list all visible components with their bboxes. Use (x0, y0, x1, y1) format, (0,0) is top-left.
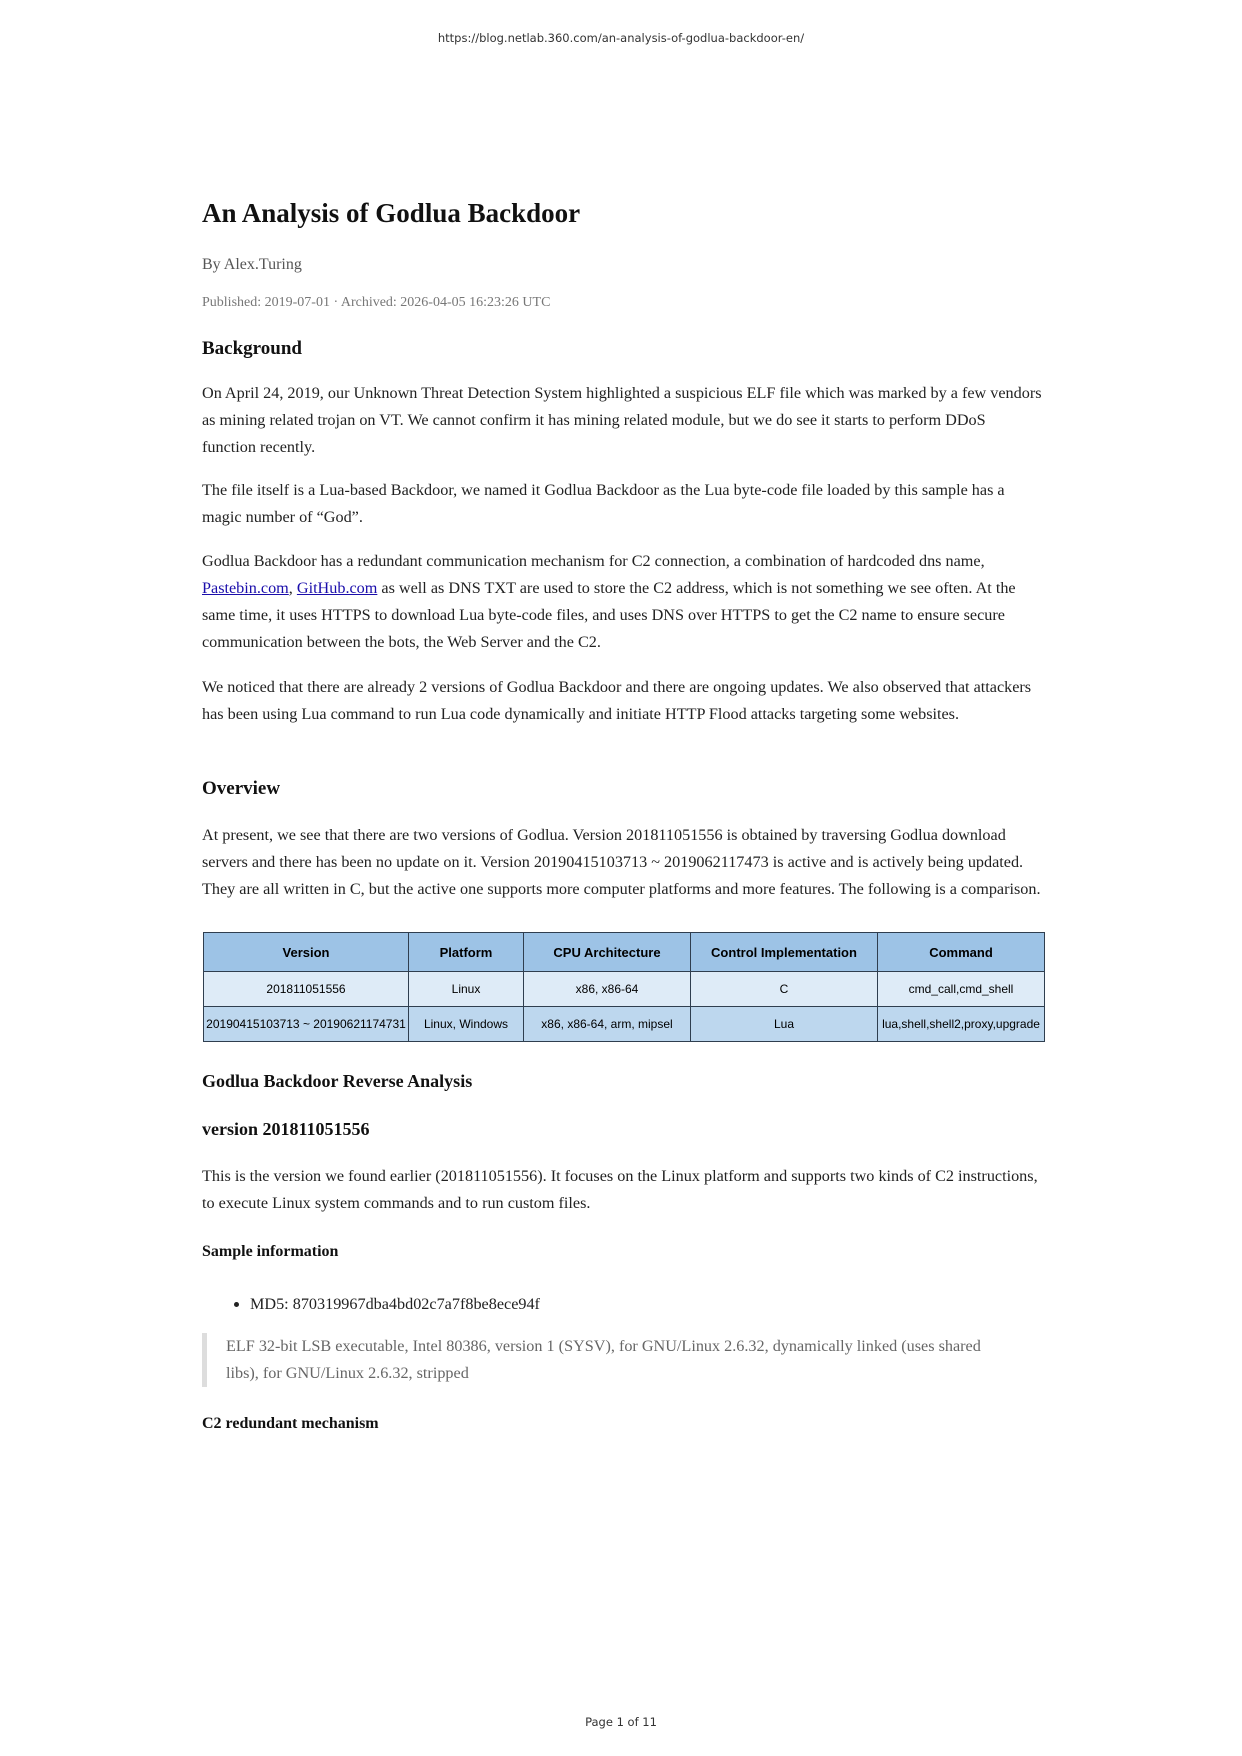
subheading-sample-information: Sample information (202, 1243, 339, 1260)
paragraph (202, 548, 1042, 656)
paragraph: At present, we see that there are two versions of Godlua. Version 201811051556 is obtained by traversing Godlua download servers and there has been no update on it. Version 20190415103713 ~ 2019062117473 is active and is actively being updated. They are all written in C, but the active one supports more computer platforms and more features. The following is a comparison. (202, 826, 1041, 898)
text: Godlua Backdoor has a redundant communication mechanism for C2 connection, a combination of hardcoded dns name, (202, 552, 985, 570)
paragraph: On April 24, 2019, our Unknown Threat Detection System highlighted a suspicious ELF file which was marked by a few vendors as mining related trojan on VT. We cannot confirm it has mining related module, but we do see it starts to perform DDoS function recently. (202, 384, 1042, 456)
file-type-quote: ELF 32-bit LSB executable, Intel 80386, version 1 (SYSV), for GNU/Linux 2.6.32, dynamically linked (uses shared libs), for GNU/Linux 2.6.32, stripped (202, 1333, 986, 1387)
table-cell: 201811051556 (204, 972, 409, 1007)
list-item: • MD5: 870319967dba4bd02c7a7f8be8ece94f (250, 1291, 540, 1318)
table-cell: lua,shell,shell2,proxy,upgrade (878, 1007, 1045, 1042)
table-cell: 20190415103713 ~ 20190621174731 (204, 1007, 409, 1042)
column-header: Platform (409, 933, 524, 972)
table-header-row (204, 933, 1045, 972)
table-cell: x86, x86-64, arm, mipsel (524, 1007, 691, 1042)
pastebin-link[interactable]: Pastebin.com (202, 579, 289, 597)
table-row (204, 1007, 1045, 1042)
version-comparison-table (203, 932, 1045, 1042)
paragraph: The file itself is a Lua-based Backdoor, we named it Godlua Backdoor as the Lua byte-code file loaded by this sample has a magic number of “God”. (202, 481, 1005, 526)
publish-meta: Published: 2019-07-01 · Archived: 2026-04-05 16:23:26 UTC (202, 295, 551, 310)
table-cell: x86, x86-64 (524, 972, 691, 1007)
column-header: CPU Architecture (524, 933, 691, 972)
column-header: Control Implementation (691, 933, 878, 972)
text: , (288, 579, 297, 597)
page-url-header: https://blog.netlab.360.com/an-analysis-of-godlua-backdoor-en/ (437, 31, 805, 45)
page-number-footer: Page 1 of 11 (585, 1715, 657, 1729)
author-byline: By Alex.Turing (202, 256, 302, 273)
table-cell: cmd_call,cmd_shell (878, 972, 1045, 1007)
table-cell: Lua (691, 1007, 878, 1042)
table-cell: C (691, 972, 878, 1007)
sample-info-list (202, 1291, 540, 1318)
table-row (204, 972, 1045, 1007)
text: as well as DNS TXT are used to store the C2 address, which is not something we see often. At the same time, it uses HTTPS to download Lua byte-code files, and uses DNS over HTTPS to get the C2 name to ensure secure communication between the bots, the Web Server and the C2. (202, 579, 1016, 651)
subheading-c2-redundant-mechanism: C2 redundant mechanism (202, 1415, 379, 1432)
section-heading-reverse-analysis: Godlua Backdoor Reverse Analysis (202, 1071, 473, 1091)
paragraph: This is the version we found earlier (201811051556). It focuses on the Linux platform and supports two kinds of C2 instructions, to execute Linux system commands and to run custom files. (202, 1167, 1038, 1212)
section-heading-overview: Overview (202, 778, 281, 799)
column-header: Version (204, 933, 409, 972)
table-cell: Linux (409, 972, 524, 1007)
subsection-heading-version: version 201811051556 (202, 1119, 370, 1139)
column-header: Command (878, 933, 1045, 972)
table-cell: Linux, Windows (409, 1007, 524, 1042)
github-link[interactable]: GitHub.com (296, 579, 378, 597)
paragraph: We noticed that there are already 2 versions of Godlua Backdoor and there are ongoing updates. We also observed that attackers has been using Lua command to run Lua code dynamically and initiate HTTP Flood attacks targeting some websites. (202, 678, 1032, 723)
article-title: An Analysis of Godlua Backdoor (202, 198, 581, 228)
section-heading-background: Background (202, 338, 302, 359)
